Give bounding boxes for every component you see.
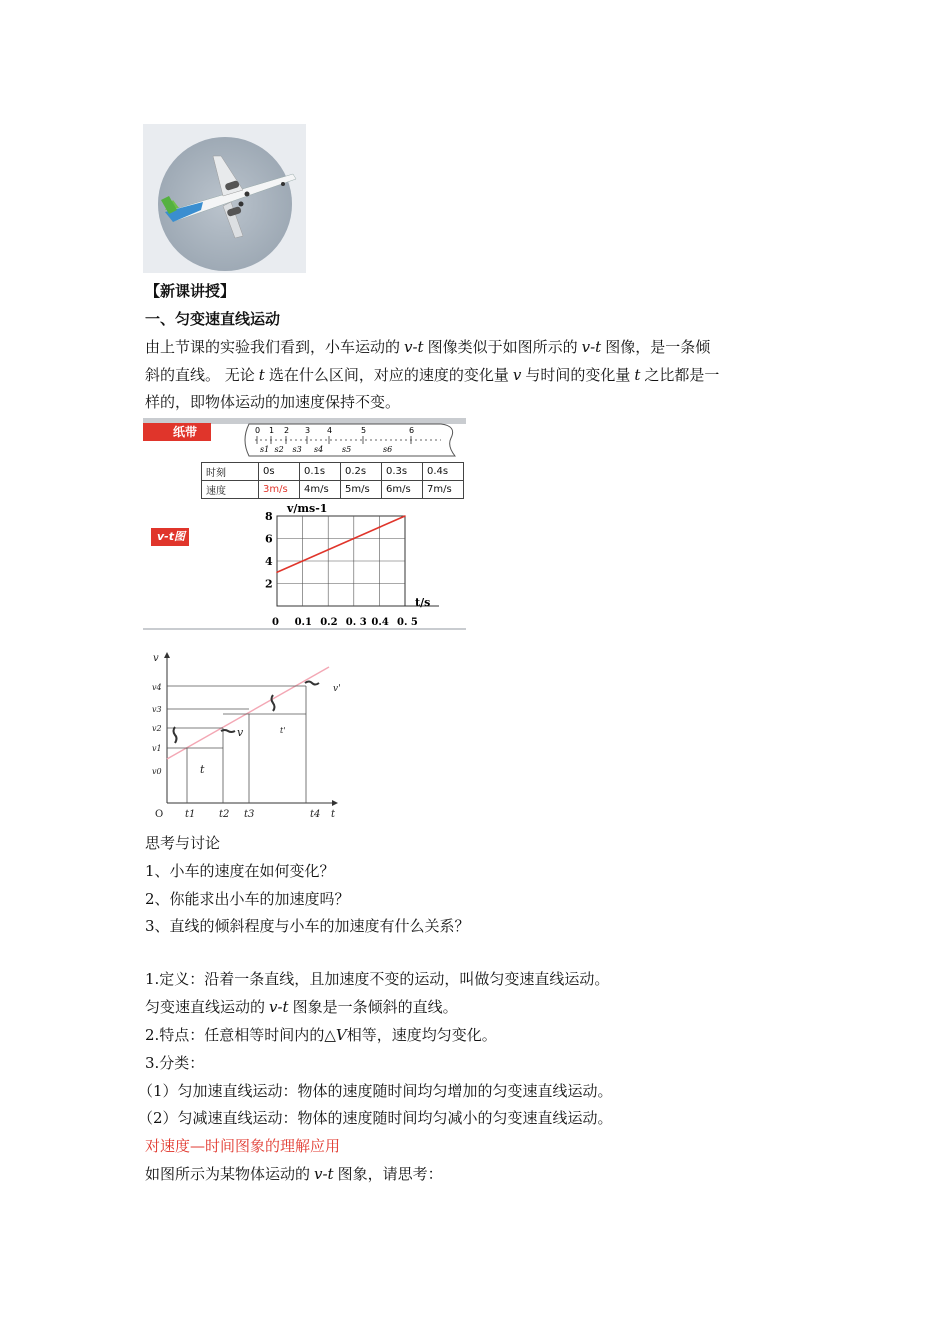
section-title: 【新课讲授】	[145, 282, 236, 300]
velocity-line	[167, 667, 329, 759]
chart-x-tick: 0.1	[294, 617, 313, 628]
velocity-time-diagram	[145, 647, 345, 825]
axis-t-label: t	[331, 809, 336, 820]
tape-segment-label: s4	[314, 445, 324, 454]
chart-point	[276, 571, 278, 573]
airplane-photo	[143, 124, 306, 273]
inner-v-label: v	[237, 726, 244, 739]
chart-y-tick: 2	[265, 577, 273, 591]
table-cell: 5m/s	[341, 481, 382, 499]
intro-line-1	[145, 337, 710, 357]
figure-band	[143, 628, 466, 630]
v-symbol: v	[512, 366, 522, 384]
question-1: 1、小车的速度在如何变化？	[145, 862, 335, 880]
table-cell: 7m/s	[423, 481, 464, 499]
v0-label: v0	[152, 767, 162, 776]
intro-text: 由上节课的实验我们看到，小车运动的	[145, 338, 401, 356]
intro-line-2	[145, 365, 719, 385]
vt-chart	[243, 500, 466, 628]
chart-y-tick: 8	[265, 510, 273, 523]
definition-vt-line	[145, 997, 458, 1017]
v3-label: v3	[152, 705, 162, 714]
vt-symbol: v-t	[269, 998, 289, 1016]
t1-label: t1	[185, 809, 196, 820]
chart-x-tick: 0	[272, 617, 279, 628]
intro-text: 图像类似于如图所示的	[427, 338, 578, 356]
intro-text: 斜的直线。 无论	[145, 366, 255, 384]
intro-text: 与时间的变化量	[525, 366, 631, 384]
axis-v-label: v	[153, 653, 159, 664]
question-2: 2、你能求出小车的加速度吗？	[145, 890, 350, 908]
definition-line: 1.定义：沿着一条直线，且加速度不变的运动，叫做匀变速直线运动。	[145, 970, 610, 988]
table-cell: 4m/s	[300, 481, 341, 499]
accelerated-motion: （1）匀加速直线运动：物体的速度随时间均匀增加的匀变速直线运动。	[138, 1082, 613, 1100]
origin-label: O	[155, 809, 164, 820]
intro-text: 图像，是一条倾	[605, 338, 711, 356]
question-text: 如图所示为某物体运动的	[145, 1165, 311, 1183]
paper-tape	[241, 420, 466, 460]
table-cell: 0.3s	[382, 463, 423, 481]
tape-segment-label: s2	[274, 445, 284, 454]
table-cell: 0.2s	[341, 463, 382, 481]
tape-segment-label: s6	[383, 445, 393, 454]
table-cell: 6m/s	[382, 481, 423, 499]
speed-table	[201, 462, 464, 499]
chart-x-tick: 0.2	[320, 617, 338, 628]
inner-t2-label: t'	[280, 726, 286, 735]
definition-text: 匀变速直线运动的	[145, 998, 266, 1016]
v2-label: v2	[152, 724, 162, 733]
tape-point-label: 6	[409, 426, 415, 435]
intro-text: 之比都是一	[644, 366, 720, 384]
table-cell: 0.4s	[423, 463, 464, 481]
intro-text: 选在什么区间，对应的速度的变化量	[268, 366, 509, 384]
inner-t-label: t	[200, 763, 205, 776]
table-cell: 3m/s	[259, 481, 300, 499]
tape-point-label: 5	[361, 426, 367, 435]
vt-graph-label: v-t图象	[151, 528, 189, 546]
chart-y-tick: 4	[265, 555, 273, 568]
feature-line	[145, 1025, 497, 1045]
table-cell: 0s	[259, 463, 300, 481]
chart-point	[302, 560, 304, 562]
red-subheading: 对速度—时间图象的理解应用	[145, 1137, 341, 1155]
airplane-illustration	[143, 124, 306, 273]
feature-text: 相等，速度均匀变化。	[346, 1026, 497, 1044]
chart-point	[404, 515, 406, 517]
question-3: 3、直线的倾斜程度与小车的加速度有什么关系？	[145, 917, 470, 935]
vt-symbol: v-t	[314, 1165, 334, 1183]
table-row	[202, 463, 464, 481]
intro-line-3: 样的，即物体运动的加速度保持不变。	[145, 393, 401, 411]
t4-label: t4	[310, 809, 321, 820]
decelerated-motion: （2）匀减速直线运动：物体的速度随时间均匀减小的匀变速直线运动。	[138, 1109, 613, 1127]
v4-label: v4	[152, 683, 162, 692]
tape-segment-label: s5	[342, 445, 352, 454]
question-text: 图象，请思考：	[337, 1165, 443, 1183]
feature-text: 2.特点：任意相等时间内的△	[145, 1026, 336, 1044]
table-header: 时刻	[202, 463, 259, 481]
t3-label: t3	[244, 809, 255, 820]
chart-x-tick: 0.4	[371, 617, 389, 628]
chart-point	[327, 549, 329, 551]
tape-point-label: 0	[255, 426, 261, 435]
tape-vt-figure	[143, 418, 466, 631]
table-cell: 0.1s	[300, 463, 341, 481]
definition-text: 图象是一条倾斜的直线。	[292, 998, 458, 1016]
chart-xlabel: t/s	[415, 596, 431, 609]
t-symbol: t	[258, 366, 265, 384]
v1-label: v1	[152, 744, 162, 753]
classification-title: 3.分类：	[145, 1054, 205, 1072]
discussion-title: 思考与讨论	[145, 834, 221, 852]
vt-symbol: v-t	[404, 338, 424, 356]
heading-uniform-motion: 一、匀变速直线运动	[145, 310, 281, 328]
chart-x-tick: 0. 3	[345, 617, 367, 628]
tape-label: 纸带	[143, 423, 211, 441]
chart-point	[379, 526, 381, 528]
v-symbol: V	[335, 1026, 347, 1044]
chart-ylabel: v/ms-1	[287, 502, 328, 515]
chart-point	[353, 538, 355, 540]
chart-series-line	[277, 516, 405, 572]
t2-label: t2	[219, 809, 230, 820]
tape-segment-label: s1	[260, 445, 270, 454]
chart-x-tick: 0. 5	[397, 617, 418, 628]
tape-point-label: 2	[284, 426, 290, 435]
tape-point-label: 1	[269, 426, 275, 435]
tape-point-label: 3	[305, 426, 311, 435]
tape-segment-label: s3	[292, 445, 302, 454]
table-row	[202, 481, 464, 499]
inner-v2-label: v'	[333, 684, 341, 694]
question-intro	[145, 1164, 443, 1184]
table-header: 速度	[202, 481, 259, 499]
chart-y-tick: 6	[265, 532, 273, 546]
tape-point-label: 4	[327, 426, 333, 435]
t-symbol: t	[634, 366, 641, 384]
vt-symbol: v-t	[581, 338, 602, 356]
